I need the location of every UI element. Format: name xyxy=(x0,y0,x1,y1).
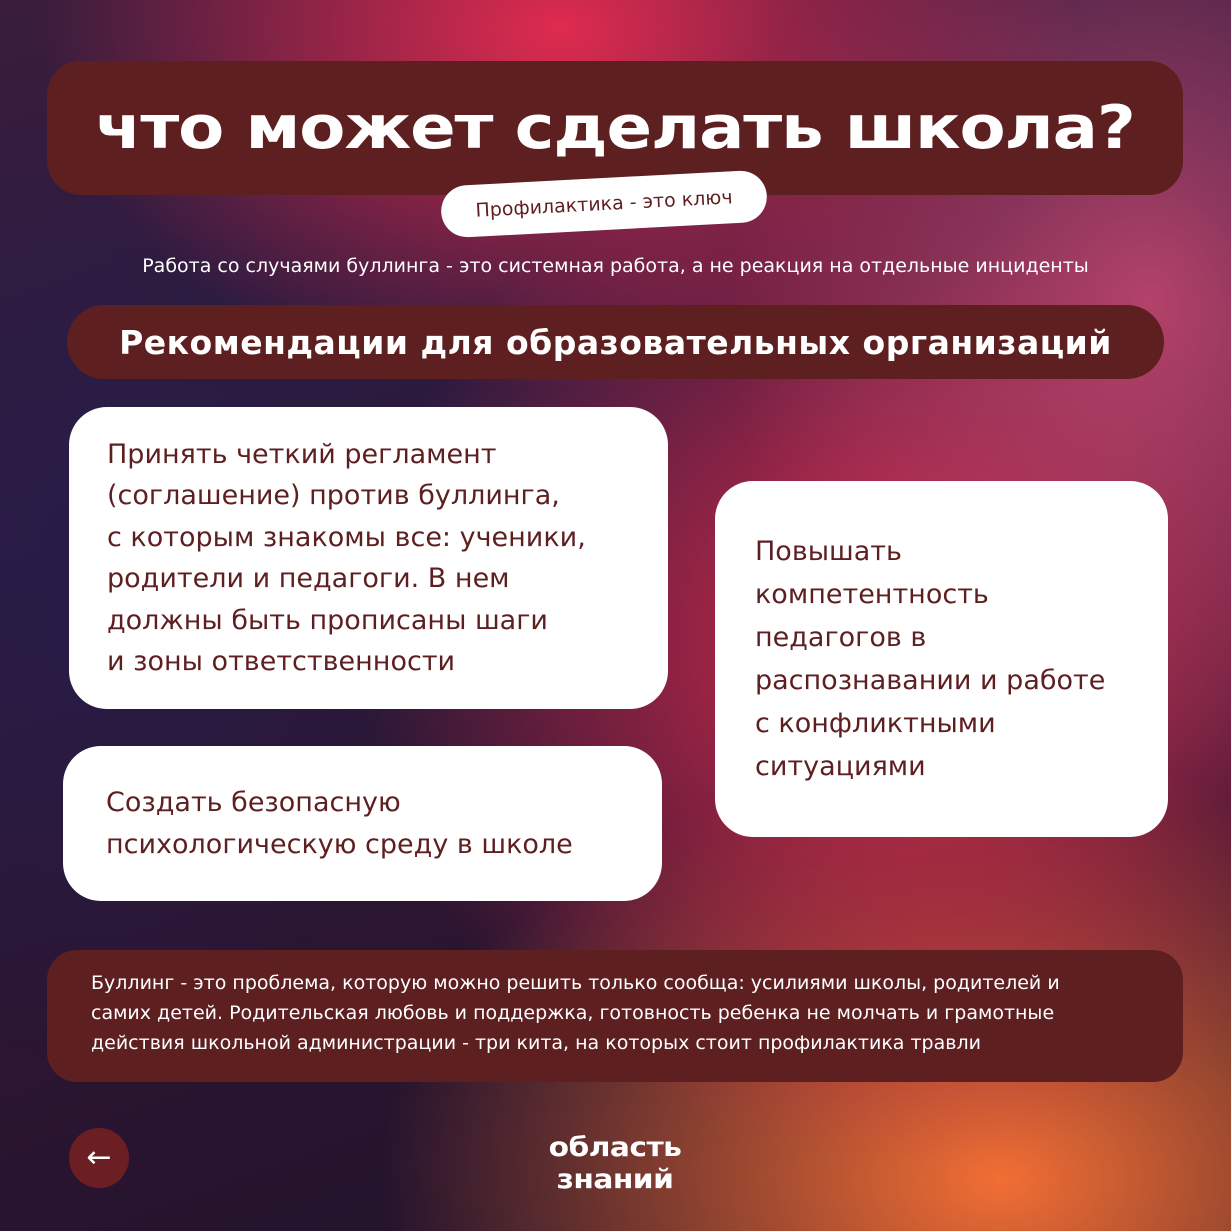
card-text xyxy=(106,782,573,865)
page-title: что может сделать школа? xyxy=(95,93,1135,163)
subtitle: Работа со случаями буллинга - это системная работа, а не реакция на отдельные инциденты xyxy=(142,255,1089,277)
card-line: Принять четкий регламент xyxy=(107,438,497,470)
recommendation-card-safe-environment xyxy=(63,746,662,901)
section-title: Рекомендации для образовательных организаций xyxy=(119,322,1112,362)
card-line: с конфликтными xyxy=(755,708,996,739)
tag-label: Профилактика - это ключ xyxy=(474,186,734,222)
card-line: педагогов в xyxy=(755,622,927,653)
card-line: ситуациями xyxy=(755,751,926,782)
recommendation-card-teacher-competence xyxy=(715,481,1168,837)
card-line: психологическую среду в школе xyxy=(106,828,573,860)
brand-logo xyxy=(520,1132,710,1196)
card-line: (соглашение) против буллинга, xyxy=(107,480,560,511)
section-banner xyxy=(67,305,1164,379)
back-button[interactable] xyxy=(69,1128,129,1188)
summary-line: самих детей. Родительская любовь и поддержка, готовность ребенка не молчать и грамотные xyxy=(91,1002,1055,1024)
logo-line-1: область xyxy=(548,1132,682,1163)
card-text xyxy=(107,434,586,683)
summary-line: Буллинг - это проблема, которую можно решить только сообща: усилиями школы, родителей и xyxy=(91,972,1060,994)
card-line: распознавании и работе xyxy=(755,665,1106,696)
summary-note xyxy=(47,950,1183,1082)
card-line: Повышать xyxy=(755,536,902,567)
title-banner xyxy=(47,61,1183,195)
card-line: компетентность xyxy=(755,579,989,610)
card-text xyxy=(755,530,1105,788)
summary-line: действия школьной администрации - три кита, на которых стоит профилактика травли xyxy=(91,1032,981,1054)
card-line: и зоны ответственности xyxy=(107,646,456,677)
card-line: родители и педагоги. В нем xyxy=(107,563,510,594)
card-line: должны быть прописаны шаги xyxy=(107,604,548,636)
arrow-left-icon: ← xyxy=(86,1140,112,1175)
card-line: Создать безопасную xyxy=(106,787,401,818)
recommendation-card-regulation xyxy=(69,407,668,709)
logo-line-2: знаний xyxy=(556,1164,674,1195)
card-line: с которым знакомы все: ученики, xyxy=(107,521,586,553)
